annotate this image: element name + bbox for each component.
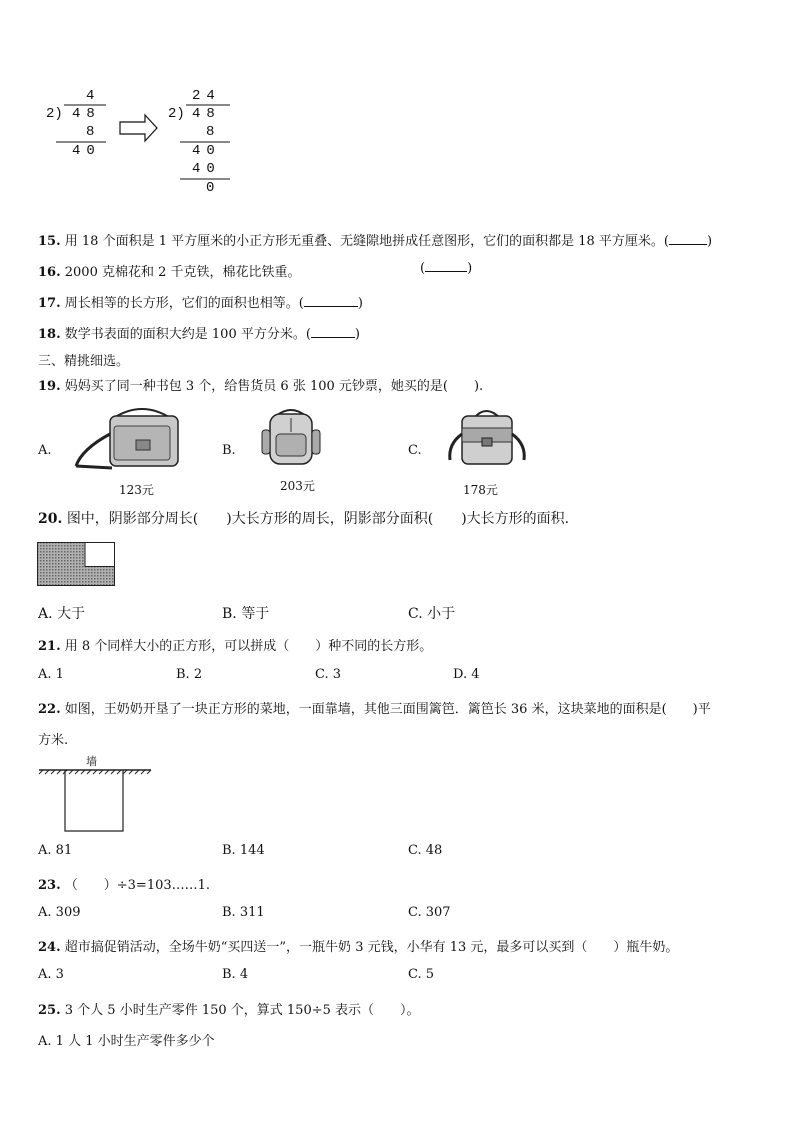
option-label: B.: [222, 843, 236, 858]
option-c-label[interactable]: C.: [408, 443, 422, 458]
option-text: 307: [425, 905, 451, 920]
option-b[interactable]: [176, 667, 202, 682]
shaded-rectangle-figure: [37, 542, 117, 588]
option-label: A.: [38, 667, 52, 682]
option-text: 81: [55, 843, 73, 858]
option-a[interactable]: [38, 667, 64, 682]
option-b-label[interactable]: B.: [222, 443, 236, 458]
option-c[interactable]: [408, 967, 434, 982]
option-label: C.: [408, 606, 423, 622]
option-label: C.: [408, 967, 422, 982]
answer-blank[interactable]: [425, 271, 467, 272]
option-a[interactable]: [38, 967, 64, 982]
option-text: 1 人 1 小时生产零件多少个: [55, 1034, 215, 1049]
question-text: 妈妈买了同一种书包 3 个，给售货员 6 张 100 元钞票，她买的是( ).: [64, 379, 484, 394]
product1-right: 8: [206, 124, 215, 140]
option-text: 3: [332, 667, 342, 682]
price-a: 123元: [119, 483, 154, 497]
option-label: B.: [222, 905, 236, 920]
question-text: 周长相等的长方形，它们的面积也相等。(: [64, 296, 304, 311]
bracket-close: ): [354, 327, 360, 342]
option-label: A.: [38, 905, 52, 920]
quotient-left: 4: [86, 88, 95, 104]
bracket-close: ): [467, 261, 473, 276]
remainder-right: 0: [206, 180, 215, 196]
option-text: 大于: [57, 606, 86, 622]
question-text: 超市搞促销活动，全场牛奶“买四送一”，一瓶牛奶 3 元钱，小华有 13 元，最多可以买到（ ）瓶牛奶。: [64, 940, 679, 955]
question-16: [38, 261, 301, 280]
question-text: 3 个人 5 小时生产零件 150 个，算式 150÷5 表示（ ）。: [64, 1003, 420, 1018]
option-a[interactable]: [38, 843, 72, 858]
question-19: [38, 375, 483, 394]
question-number: 15.: [38, 234, 61, 249]
option-label: C.: [408, 905, 422, 920]
option-label: A.: [38, 1034, 52, 1049]
section-heading: 三、精挑细选。: [38, 354, 130, 369]
option-label: D.: [453, 667, 468, 682]
bracket-close: ): [357, 296, 363, 311]
partial-right: 40: [192, 143, 221, 159]
option-d[interactable]: [453, 667, 480, 682]
bracket-close: ): [707, 234, 713, 249]
option-a[interactable]: [38, 905, 81, 920]
question-22-line2: 方米.: [38, 733, 69, 748]
question-number: 18.: [38, 327, 61, 342]
option-text: 311: [239, 905, 265, 920]
price-c: 178元: [463, 483, 498, 497]
option-label: B.: [222, 606, 237, 622]
option-label: A.: [38, 967, 52, 982]
wall-label: 墙: [86, 755, 97, 768]
question-number: 21.: [38, 639, 61, 654]
option-text: 4: [471, 667, 480, 682]
question-number: 17.: [38, 296, 61, 311]
question-21: [38, 635, 432, 654]
option-a[interactable]: [38, 1030, 215, 1049]
option-b[interactable]: [222, 905, 265, 920]
question-text: 数学书表面的面积大约是 100 平方分米。(: [64, 327, 311, 342]
shoulder-bag-icon: [72, 404, 192, 474]
answer-blank[interactable]: [669, 244, 707, 245]
dividend-left: 48: [72, 106, 101, 122]
option-a-label[interactable]: A.: [38, 443, 52, 458]
answer-blank[interactable]: [304, 306, 358, 307]
question-text: 如图，王奶奶开垦了一块正方形的菜地，一面靠墙，其他三面围篱笆．篱笆长 36 米，这块菜地的面积是( )平: [64, 702, 711, 717]
remainder-left: 40: [72, 143, 101, 159]
option-text: 2: [193, 667, 203, 682]
question-number: 16.: [38, 265, 61, 280]
question-text: 图中，阴影部分周长( )大长方形的周长，阴影部分面积( )大长方形的面积.: [66, 511, 570, 527]
question-number: 24.: [38, 940, 61, 955]
option-text: 小于: [427, 606, 456, 622]
quotient-right: 24: [192, 88, 221, 104]
option-b[interactable]: [222, 603, 269, 623]
option-c[interactable]: [315, 667, 341, 682]
option-text: 3: [55, 967, 64, 982]
option-a[interactable]: [38, 603, 85, 623]
question-17: [38, 292, 363, 311]
price-b: 203元: [280, 479, 315, 493]
option-b[interactable]: [222, 967, 248, 982]
bracket-open: (: [420, 261, 426, 276]
question-text: 用 18 个面积是 1 平方厘米的小正方形无重叠、无缝隙地拼成任意图形，它们的面积都是 18 平方厘米。(: [64, 234, 669, 249]
question-text: 用 8 个同样大小的正方形，可以拼成（ ）种不同的长方形。: [64, 639, 433, 654]
question-20: [38, 508, 569, 528]
question-text: （ ）÷3=103……1.: [64, 878, 211, 893]
question-number: 25.: [38, 1003, 61, 1018]
divisor-left: 2): [46, 106, 63, 122]
question-23: [38, 874, 210, 893]
question-15: [38, 230, 712, 249]
option-text: 等于: [241, 606, 270, 622]
question-25: [38, 999, 420, 1018]
option-c[interactable]: [408, 905, 451, 920]
divisor-right: 2): [168, 106, 185, 122]
option-b[interactable]: [222, 843, 265, 858]
backpack-icon: [256, 404, 326, 474]
question-24: [38, 936, 678, 955]
option-text: 309: [55, 905, 81, 920]
product-left: 8: [86, 124, 95, 140]
question-22: [38, 698, 711, 717]
option-c[interactable]: [408, 603, 455, 623]
option-label: A.: [38, 606, 53, 622]
question-18: [38, 323, 360, 342]
option-label: B.: [222, 967, 236, 982]
option-label: B.: [176, 667, 190, 682]
option-text: 4: [239, 967, 249, 982]
option-label: A.: [38, 843, 52, 858]
question-number: 22.: [38, 702, 61, 717]
option-c[interactable]: [408, 843, 442, 858]
garden-wall-figure: [37, 766, 157, 846]
option-text: 144: [239, 843, 265, 858]
question-number: 19.: [38, 379, 61, 394]
option-label: C.: [408, 843, 422, 858]
option-text: 1: [55, 667, 64, 682]
option-text: 5: [425, 967, 435, 982]
division-lines-right: [0, 0, 794, 200]
answer-blank[interactable]: [311, 337, 355, 338]
dividend-right: 48: [192, 106, 221, 122]
option-text: 48: [425, 843, 443, 858]
question-number: 23.: [38, 878, 61, 893]
question-number: 20.: [38, 511, 63, 527]
question-text: 2000 克棉花和 2 千克铁，棉花比铁重。: [64, 265, 301, 280]
product2-right: 40: [192, 161, 221, 177]
question-16-answer: [420, 261, 472, 276]
school-bag-icon: [442, 404, 532, 474]
option-label: C.: [315, 667, 329, 682]
